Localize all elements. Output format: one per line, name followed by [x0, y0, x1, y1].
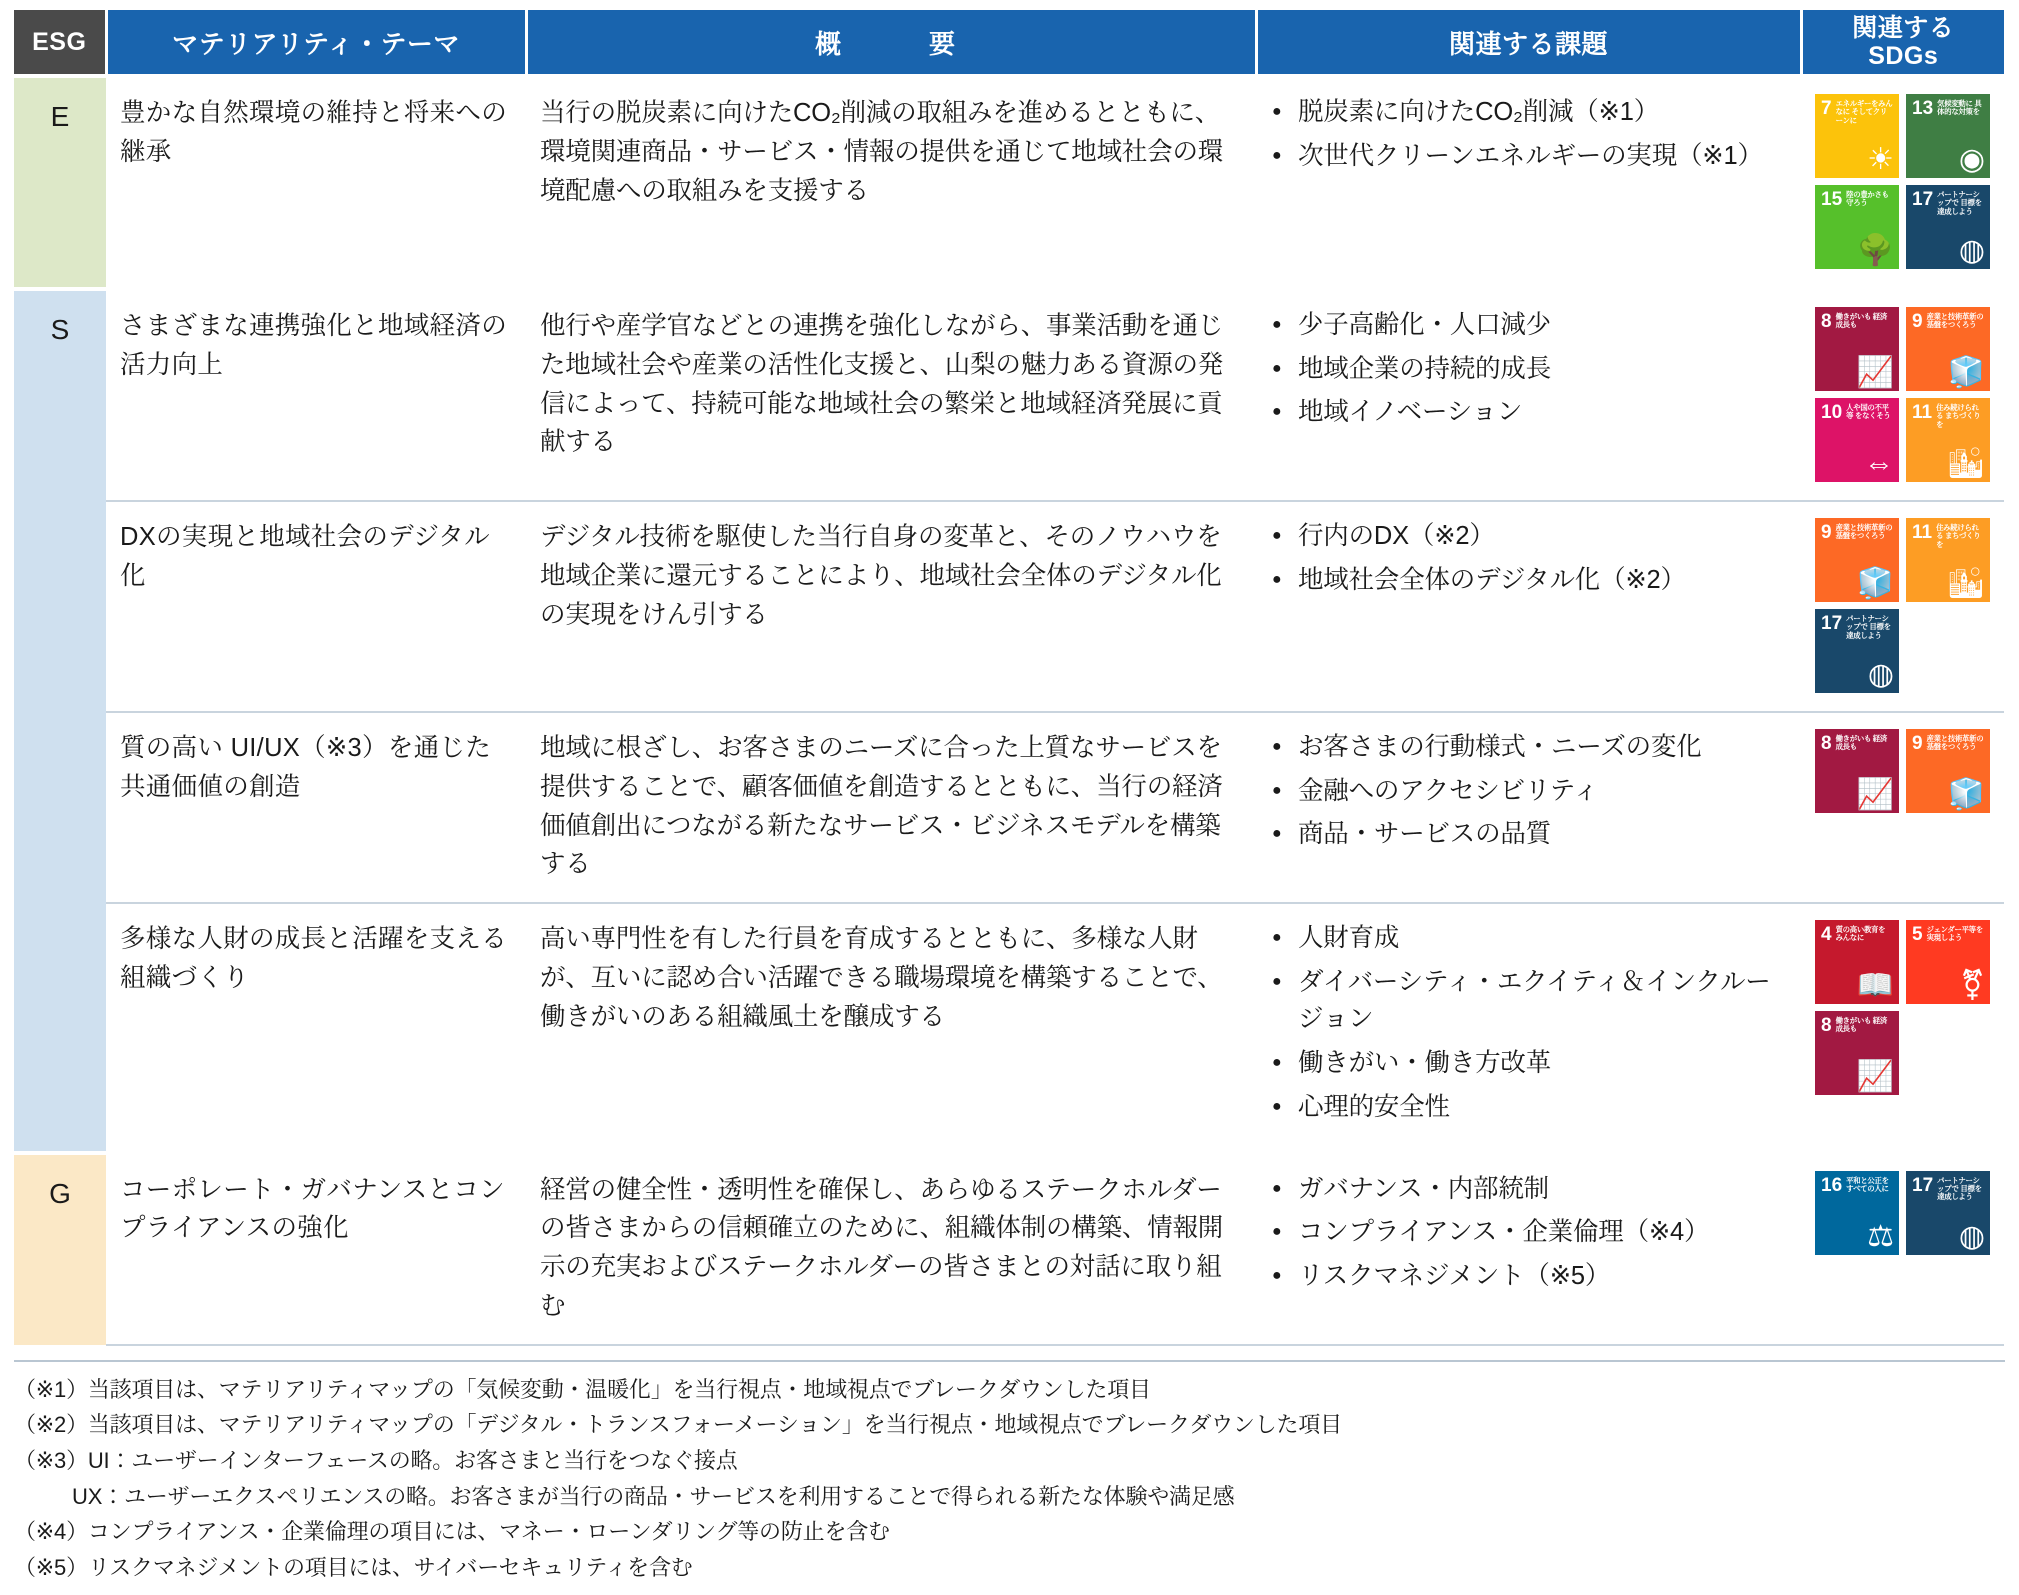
- summary-cell: 当行の脱炭素に向けたCO₂削減の取組みを進めるとともに、環境関連商品・サービス・情報の提供を通じて地域社会の環境配慮への取組みを支援する: [526, 76, 1256, 289]
- sdg-pictogram-icon: ⚧: [1959, 969, 1985, 1002]
- issue-list: [1270, 920, 1787, 1127]
- sdg-13-icon: [1906, 94, 1990, 178]
- sdg-title: 人や国の不平等 をなくそう: [1846, 403, 1891, 421]
- sdg-title: 産業と技術革新の 基盤をつくろう: [1926, 734, 1984, 752]
- sdg-pictogram-icon: 🧊: [1947, 778, 1985, 811]
- sdg-icon-grid: [1815, 920, 1990, 1095]
- sdg-pictogram-icon: 🏙: [1946, 567, 1985, 600]
- issue-item: ● 地域社会全体のデジタル化（※2）: [1270, 562, 1787, 600]
- issue-list: [1270, 94, 1787, 175]
- sdgs-cell: [1801, 903, 2004, 1153]
- sdg-17-icon: [1906, 1171, 1990, 1255]
- sdg-8-icon: [1815, 729, 1899, 813]
- issue-item: ● 商品・サービスの品質: [1270, 816, 1787, 854]
- footnotes: [14, 1360, 2005, 1586]
- sdg-number: 11: [1912, 522, 1933, 543]
- sdg-number: 8: [1821, 311, 1832, 332]
- esg-category-cell: E: [14, 76, 106, 289]
- related-issues-cell: [1256, 76, 1801, 289]
- sdg-7-icon: [1815, 94, 1899, 178]
- footnote: （※5）リスクマネジメントの項目には、サイバーセキュリティを含む: [14, 1554, 693, 1580]
- sdg-title: 産業と技術革新の 基盤をつくろう: [1926, 312, 1984, 330]
- issue-item: ● ダイバーシティ・エクイティ＆インクルージョン: [1270, 964, 1787, 1039]
- sdg-number: 15: [1821, 189, 1843, 210]
- sdg-pictogram-icon: 📈: [1856, 778, 1894, 811]
- issue-item: ● お客さまの行動様式・ニーズの変化: [1270, 729, 1787, 767]
- column-header-sdgs-line1: 関連する: [1852, 14, 1955, 42]
- related-issues-cell: [1256, 712, 1801, 903]
- issue-list: [1270, 307, 1787, 432]
- footnote: （※2）当該項目は、マテリアリティマップの「デジタル・トランスフォーメーション」を当行視点・地域視点でブレークダウンした項目: [14, 1412, 1342, 1438]
- related-issues-cell: [1256, 501, 1801, 712]
- sdg-number: 8: [1821, 1015, 1832, 1036]
- footnote: （※3）UI：ユーザーインターフェースの略。お客さまと当行をつなぐ接点: [14, 1447, 738, 1473]
- related-issues-cell: [1256, 289, 1801, 501]
- table-row: [14, 289, 2004, 501]
- issue-item: ● 地域イノベーション: [1270, 394, 1787, 432]
- sdg-title: パートナーシップで 目標を達成しよう: [1937, 1175, 1982, 1202]
- sdg-number: 9: [1912, 733, 1923, 754]
- materiality-theme-cell: 質の高い UI/UX（※3）を通じた共通価値の創造: [106, 712, 526, 903]
- sdg-title: 働きがいも 経済成長も: [1835, 734, 1887, 752]
- materiality-theme-cell: さまざまな連携強化と地域経済の活力向上: [106, 289, 526, 501]
- sdg-title: 産業と技術革新の 基盤をつくろう: [1835, 523, 1893, 541]
- sdg-title: 働きがいも 経済成長も: [1835, 1016, 1887, 1034]
- column-header-summary: 概 要: [526, 10, 1256, 76]
- sdg-number: 17: [1821, 613, 1843, 634]
- sdg-pictogram-icon: 📖: [1856, 969, 1894, 1002]
- sdg-number: 5: [1912, 924, 1923, 945]
- footnote: （※4）コンプライアンス・企業倫理の項目には、マネー・ローンダリング等の防止を含む: [14, 1519, 890, 1545]
- related-issues-cell: [1256, 1153, 1801, 1345]
- sdg-pictogram-icon: 📈: [1856, 356, 1894, 389]
- sdgs-cell: [1801, 501, 2004, 712]
- issue-item: ● 金融へのアクセシビリティ: [1270, 773, 1787, 811]
- issue-item: ● 行内のDX（※2）: [1270, 518, 1787, 556]
- sdg-icon-grid: [1815, 94, 1990, 269]
- sdg-16-icon: [1815, 1171, 1899, 1255]
- summary-cell: 他行や産学官などとの連携を強化しながら、事業活動を通じた地域社会や産業の活性化支援と、山梨の魅力ある資源の発信によって、持続可能な地域社会の繁栄と地域経済発展に貢献する: [526, 289, 1256, 501]
- table-row: [14, 1153, 2004, 1345]
- sdg-icon-grid: [1815, 1171, 1990, 1255]
- esg-category-cell: G: [14, 1153, 106, 1345]
- sdg-9-icon: [1815, 518, 1899, 602]
- column-header-sdgs: [1801, 10, 2004, 76]
- sdg-pictogram-icon: ⚖: [1867, 1219, 1894, 1253]
- sdg-8-icon: [1815, 307, 1899, 391]
- sdg-11-icon: [1906, 518, 1990, 602]
- sdg-title: パートナーシップで 目標を達成しよう: [1937, 190, 1982, 216]
- sdg-number: 9: [1821, 522, 1832, 543]
- table-body: [14, 76, 2004, 1345]
- sdg-pictogram-icon: 🌳: [1856, 234, 1894, 267]
- sdgs-cell: [1801, 289, 2004, 501]
- sdg-pictogram-icon: ⇔: [1864, 447, 1894, 480]
- table-row: [14, 903, 2004, 1153]
- materiality-theme-cell: 多様な人財の成長と活躍を支える組織づくり: [106, 903, 526, 1153]
- sdg-icon-grid: [1815, 307, 1990, 482]
- sdg-icon-grid: [1815, 729, 1990, 813]
- issue-item: ● ガバナンス・内部統制: [1270, 1171, 1787, 1209]
- sdg-10-icon: [1815, 398, 1899, 482]
- issue-list: [1270, 729, 1787, 854]
- sdg-number: 7: [1821, 98, 1832, 119]
- sdg-number: 17: [1912, 189, 1934, 210]
- issue-item: ● コンプライアンス・企業倫理（※4）: [1270, 1214, 1787, 1252]
- issue-item: ● 次世代クリーンエネルギーの実現（※1）: [1270, 138, 1787, 176]
- column-header-sdgs-line2: SDGs: [1868, 42, 1939, 70]
- sdg-title: 住み続けられる まちづくりを: [1936, 523, 1981, 549]
- sdg-5-icon: [1906, 920, 1990, 1004]
- sdg-title: エネルギーをみんなに そしてクリーンに: [1835, 99, 1893, 125]
- summary-cell: 経営の健全性・透明性を確保し、あらゆるステークホルダーの皆さまからの信頼確立のために、組織体制の構築、情報開示の充実およびステークホルダーの皆さまとの対話に取り組む: [526, 1153, 1256, 1345]
- sdg-8-icon: [1815, 1011, 1899, 1095]
- sdg-number: 10: [1821, 402, 1843, 423]
- column-header-esg: ESG: [14, 10, 106, 76]
- sdg-pictogram-icon: ◍: [1958, 1219, 1985, 1253]
- sdg-number: 17: [1912, 1174, 1934, 1196]
- issue-item: ● リスクマネジメント（※5）: [1270, 1258, 1787, 1296]
- sdg-9-icon: [1906, 307, 1990, 391]
- sdg-9-icon: [1906, 729, 1990, 813]
- table-row: [14, 712, 2004, 903]
- issue-list: [1270, 1171, 1787, 1296]
- materiality-theme-cell: DXの実現と地域社会のデジタル化: [106, 501, 526, 712]
- footnote: UX：ユーザーエクスペリエンスの略。お客さまが当行の商品・サービスを利用することで得られる新たな体験や満足感: [72, 1483, 1235, 1509]
- materiality-theme-cell: 豊かな自然環境の維持と将来への継承: [106, 76, 526, 289]
- sdg-17-icon: [1815, 609, 1899, 693]
- summary-cell: 高い専門性を有した行員を育成するとともに、多様な人財が、互いに認め合い活躍できる職場環境を構築することで、働きがいのある組織風土を醸成する: [526, 903, 1256, 1153]
- sdgs-cell: [1801, 76, 2004, 289]
- issue-item: ● 脱炭素に向けたCO₂削減（※1）: [1270, 94, 1787, 132]
- sdg-number: 9: [1912, 311, 1923, 332]
- sdg-icon-grid: [1815, 518, 1990, 693]
- issue-item: ● 働きがい・働き方改革: [1270, 1045, 1787, 1083]
- sdg-15-icon: [1815, 185, 1899, 269]
- related-issues-cell: [1256, 903, 1801, 1153]
- sdg-title: 住み続けられる まちづくりを: [1936, 403, 1981, 429]
- column-header-theme: マテリアリティ・テーマ: [106, 10, 526, 76]
- sdg-11-icon: [1906, 398, 1990, 482]
- sdg-pictogram-icon: 🧊: [1856, 567, 1894, 600]
- sdg-number: 8: [1821, 733, 1832, 754]
- materiality-theme-cell: コーポレート・ガバナンスとコンプライアンスの強化: [106, 1153, 526, 1345]
- sdg-pictogram-icon: 🧊: [1947, 356, 1985, 389]
- sdg-pictogram-icon: ◍: [1958, 234, 1985, 267]
- table-row: [14, 76, 2004, 289]
- issue-item: ● 地域企業の持続的成長: [1270, 351, 1787, 389]
- esg-category-cell: S: [14, 289, 106, 1153]
- materiality-table: [14, 10, 2004, 1346]
- sdg-17-icon: [1906, 185, 1990, 269]
- sdg-number: 11: [1912, 402, 1933, 423]
- issue-item: ● 人財育成: [1270, 920, 1787, 958]
- sdg-title: 働きがいも 経済成長も: [1835, 312, 1887, 330]
- sdg-pictogram-icon: 🏙: [1946, 447, 1985, 480]
- sdg-title: 質の高い教育を みんなに: [1835, 925, 1886, 943]
- sdg-4-icon: [1815, 920, 1899, 1004]
- sdg-number: 16: [1821, 1174, 1843, 1196]
- sdg-title: パートナーシップで 目標を達成しよう: [1846, 614, 1891, 640]
- sdg-number: 4: [1821, 924, 1832, 945]
- summary-cell: デジタル技術を駆使した当行自身の変革と、そのノウハウを地域企業に還元することにより、地域社会全体のデジタル化の実現をけん引する: [526, 501, 1256, 712]
- issue-item: ● 少子高齢化・人口減少: [1270, 307, 1787, 345]
- issue-list: [1270, 518, 1787, 599]
- sdg-pictogram-icon: ◉: [1958, 143, 1985, 176]
- sdg-pictogram-icon: ◍: [1867, 658, 1894, 691]
- sdg-title: 気候変動に 具体的な対策を: [1937, 99, 1982, 117]
- sdg-title: ジェンダー平等を 実現しよう: [1926, 925, 1983, 943]
- sdg-title: 平和と公正を すべての人に: [1846, 1175, 1889, 1193]
- table-header: [14, 10, 2004, 76]
- summary-cell: 地域に根ざし、お客さまのニーズに合った上質なサービスを提供することで、顧客価値を創造するとともに、当行の経済価値創出につながる新たなサービス・ビジネスモデルを構築する: [526, 712, 1256, 903]
- sdgs-cell: [1801, 1153, 2004, 1345]
- sdg-title: 陸の豊かさも 守ろう: [1846, 190, 1889, 208]
- sdg-pictogram-icon: ☀: [1867, 143, 1894, 176]
- sdg-pictogram-icon: 📈: [1856, 1060, 1894, 1093]
- sdg-number: 13: [1912, 98, 1934, 119]
- issue-item: ● 心理的安全性: [1270, 1089, 1787, 1127]
- sdgs-cell: [1801, 712, 2004, 903]
- footnote: （※1）当該項目は、マテリアリティマップの「気候変動・温暖化」を当行視点・地域視点でブレークダウンした項目: [14, 1376, 1151, 1402]
- table-row: [14, 501, 2004, 712]
- column-header-issues: 関連する課題: [1256, 10, 1801, 76]
